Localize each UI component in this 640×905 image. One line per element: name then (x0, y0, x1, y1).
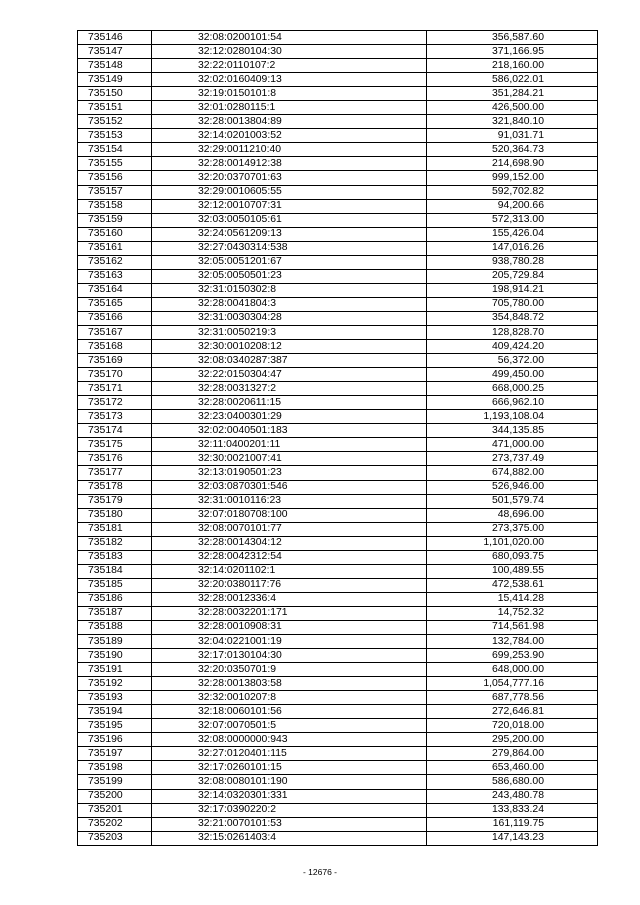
record-id-cell: 735197 (78, 747, 152, 761)
table-row (78, 494, 598, 508)
amount-cell: 218,160.00 (427, 59, 598, 73)
table-row (78, 663, 598, 677)
amount-cell: 409,424.20 (427, 340, 598, 354)
record-id-cell: 735174 (78, 424, 152, 438)
table-row (78, 269, 598, 283)
record-id-cell: 735199 (78, 775, 152, 789)
amount-cell: 586,680.00 (427, 775, 598, 789)
amount-cell: 14,752.32 (427, 606, 598, 620)
table-row (78, 480, 598, 494)
table-row (78, 311, 598, 325)
amount-cell: 273,375.00 (427, 522, 598, 536)
record-id-cell: 735178 (78, 480, 152, 494)
cadastral-number-cell: 32:30:0021007:41 (152, 452, 427, 466)
amount-cell: 132,784.00 (427, 635, 598, 649)
table-row (78, 536, 598, 550)
amount-cell: 938,780.28 (427, 255, 598, 269)
table-row (78, 171, 598, 185)
amount-cell: 56,372.00 (427, 354, 598, 368)
amount-cell: 205,729.84 (427, 269, 598, 283)
cadastral-number-cell: 32:07:0180708:100 (152, 508, 427, 522)
cadastral-number-cell: 32:22:0150304:47 (152, 368, 427, 382)
amount-cell: 666,962.10 (427, 396, 598, 410)
table-row (78, 705, 598, 719)
table-row (78, 283, 598, 297)
table-row (78, 592, 598, 606)
cadastral-number-cell: 32:28:0014912:38 (152, 157, 427, 171)
cadastral-number-cell: 32:14:0201003:52 (152, 129, 427, 143)
amount-cell: 214,698.90 (427, 157, 598, 171)
amount-cell: 147,143.23 (427, 831, 598, 845)
amount-cell: 714,561.98 (427, 620, 598, 634)
table-row (78, 241, 598, 255)
record-id-cell: 735169 (78, 354, 152, 368)
amount-cell: 668,000.25 (427, 382, 598, 396)
cadastral-number-cell: 32:03:0050105:61 (152, 213, 427, 227)
record-id-cell: 735181 (78, 522, 152, 536)
amount-cell: 133,833.24 (427, 803, 598, 817)
cadastral-number-cell: 32:21:0070101:53 (152, 817, 427, 831)
cadastral-number-cell: 32:08:0340287:387 (152, 354, 427, 368)
record-id-cell: 735149 (78, 73, 152, 87)
cadastral-number-cell: 32:02:0040501:183 (152, 424, 427, 438)
cadastral-number-cell: 32:28:0014304:12 (152, 536, 427, 550)
cadastral-number-cell: 32:13:0190501:23 (152, 466, 427, 480)
amount-cell: 354,848.72 (427, 311, 598, 325)
table-row (78, 45, 598, 59)
amount-cell: 91,031.71 (427, 129, 598, 143)
record-id-cell: 735201 (78, 803, 152, 817)
cadastral-number-cell: 32:28:0010908:31 (152, 620, 427, 634)
amount-cell: 128,828.70 (427, 325, 598, 339)
record-id-cell: 735168 (78, 340, 152, 354)
table-row (78, 550, 598, 564)
cadastral-number-cell: 32:31:0010116:23 (152, 494, 427, 508)
record-id-cell: 735203 (78, 831, 152, 845)
table-row (78, 382, 598, 396)
record-id-cell: 735167 (78, 325, 152, 339)
cadastral-number-cell: 32:02:0160409:13 (152, 73, 427, 87)
records-table (77, 30, 598, 846)
table-row (78, 227, 598, 241)
amount-cell: 94,200.66 (427, 199, 598, 213)
amount-cell: 648,000.00 (427, 663, 598, 677)
amount-cell: 687,778.56 (427, 691, 598, 705)
table-row (78, 620, 598, 634)
amount-cell: 472,538.61 (427, 578, 598, 592)
cadastral-number-cell: 32:29:0010605:55 (152, 185, 427, 199)
table-row (78, 115, 598, 129)
cadastral-number-cell: 32:05:0051201:67 (152, 255, 427, 269)
table-row (78, 213, 598, 227)
record-id-cell: 735202 (78, 817, 152, 831)
amount-cell: 572,313.00 (427, 213, 598, 227)
record-id-cell: 735195 (78, 719, 152, 733)
record-id-cell: 735150 (78, 87, 152, 101)
table-row (78, 73, 598, 87)
record-id-cell: 735159 (78, 213, 152, 227)
cadastral-number-cell: 32:22:0110107:2 (152, 59, 427, 73)
cadastral-number-cell: 32:23:0400301:29 (152, 410, 427, 424)
table-row (78, 691, 598, 705)
cadastral-number-cell: 32:19:0150101:8 (152, 87, 427, 101)
table-row (78, 157, 598, 171)
cadastral-number-cell: 32:12:0280104:30 (152, 45, 427, 59)
record-id-cell: 735183 (78, 550, 152, 564)
cadastral-number-cell: 32:29:0011210:40 (152, 143, 427, 157)
record-id-cell: 735164 (78, 283, 152, 297)
cadastral-number-cell: 32:11:0400201:11 (152, 438, 427, 452)
amount-cell: 243,480.78 (427, 789, 598, 803)
cadastral-number-cell: 32:17:0390220:2 (152, 803, 427, 817)
cadastral-number-cell: 32:27:0430314:538 (152, 241, 427, 255)
amount-cell: 426,500.00 (427, 101, 598, 115)
table-row (78, 368, 598, 382)
table-row (78, 761, 598, 775)
cadastral-number-cell: 32:07:0070501:5 (152, 719, 427, 733)
record-id-cell: 735176 (78, 452, 152, 466)
amount-cell: 155,426.04 (427, 227, 598, 241)
record-id-cell: 735154 (78, 143, 152, 157)
cadastral-number-cell: 32:28:0031327:2 (152, 382, 427, 396)
cadastral-number-cell: 32:04:0221001:19 (152, 635, 427, 649)
amount-cell: 680,093.75 (427, 550, 598, 564)
table-row (78, 733, 598, 747)
table-row (78, 143, 598, 157)
record-id-cell: 735189 (78, 635, 152, 649)
amount-cell: 344,135.85 (427, 424, 598, 438)
cadastral-number-cell: 32:15:0261403:4 (152, 831, 427, 845)
record-id-cell: 735152 (78, 115, 152, 129)
record-id-cell: 735155 (78, 157, 152, 171)
table-row (78, 649, 598, 663)
record-id-cell: 735191 (78, 663, 152, 677)
amount-cell: 699,253.90 (427, 649, 598, 663)
table-row (78, 354, 598, 368)
amount-cell: 999,152.00 (427, 171, 598, 185)
amount-cell: 198,914.21 (427, 283, 598, 297)
record-id-cell: 735163 (78, 269, 152, 283)
record-id-cell: 735148 (78, 59, 152, 73)
amount-cell: 520,364.73 (427, 143, 598, 157)
table-row (78, 185, 598, 199)
amount-cell: 526,946.00 (427, 480, 598, 494)
cadastral-number-cell: 32:20:0370701:63 (152, 171, 427, 185)
record-id-cell: 735147 (78, 45, 152, 59)
record-id-cell: 735193 (78, 691, 152, 705)
record-id-cell: 735153 (78, 129, 152, 143)
amount-cell: 592,702.82 (427, 185, 598, 199)
amount-cell: 1,101,020.00 (427, 536, 598, 550)
amount-cell: 705,780.00 (427, 297, 598, 311)
table-row (78, 817, 598, 831)
record-id-cell: 735170 (78, 368, 152, 382)
records-table-body (78, 31, 598, 846)
amount-cell: 15,414.28 (427, 592, 598, 606)
table-row (78, 396, 598, 410)
table-row (78, 831, 598, 845)
record-id-cell: 735177 (78, 466, 152, 480)
cadastral-number-cell: 32:08:0070101:77 (152, 522, 427, 536)
amount-cell: 272,646.81 (427, 705, 598, 719)
record-id-cell: 735184 (78, 564, 152, 578)
table-row (78, 59, 598, 73)
table-row (78, 87, 598, 101)
record-id-cell: 735161 (78, 241, 152, 255)
amount-cell: 321,840.10 (427, 115, 598, 129)
amount-cell: 100,489.55 (427, 564, 598, 578)
amount-cell: 674,882.00 (427, 466, 598, 480)
cadastral-number-cell: 32:28:0012336:4 (152, 592, 427, 606)
amount-cell: 48,696.00 (427, 508, 598, 522)
record-id-cell: 735182 (78, 536, 152, 550)
amount-cell: 351,284.21 (427, 87, 598, 101)
cadastral-number-cell: 32:31:0030304:28 (152, 311, 427, 325)
record-id-cell: 735158 (78, 199, 152, 213)
amount-cell: 499,450.00 (427, 368, 598, 382)
record-id-cell: 735185 (78, 578, 152, 592)
record-id-cell: 735175 (78, 438, 152, 452)
cadastral-number-cell: 32:01:0280115:1 (152, 101, 427, 115)
table-row (78, 466, 598, 480)
table-row (78, 199, 598, 213)
cadastral-number-cell: 32:28:0013803:58 (152, 677, 427, 691)
table-row (78, 578, 598, 592)
record-id-cell: 735188 (78, 620, 152, 634)
record-id-cell: 735171 (78, 382, 152, 396)
record-id-cell: 735186 (78, 592, 152, 606)
cadastral-number-cell: 32:17:0130104:30 (152, 649, 427, 663)
table-row (78, 775, 598, 789)
cadastral-number-cell: 32:28:0032201:171 (152, 606, 427, 620)
cadastral-number-cell: 32:31:0050219:3 (152, 325, 427, 339)
cadastral-number-cell: 32:08:0000000:943 (152, 733, 427, 747)
record-id-cell: 735165 (78, 297, 152, 311)
table-row (78, 719, 598, 733)
cadastral-number-cell: 32:30:0010208:12 (152, 340, 427, 354)
record-id-cell: 735146 (78, 31, 152, 45)
record-id-cell: 735200 (78, 789, 152, 803)
cadastral-number-cell: 32:20:0350701:9 (152, 663, 427, 677)
record-id-cell: 735166 (78, 311, 152, 325)
record-id-cell: 735194 (78, 705, 152, 719)
cadastral-number-cell: 32:31:0150302:8 (152, 283, 427, 297)
cadastral-number-cell: 32:24:0561209:13 (152, 227, 427, 241)
amount-cell: 1,054,777.16 (427, 677, 598, 691)
cadastral-number-cell: 32:27:0120401:115 (152, 747, 427, 761)
cadastral-number-cell: 32:14:0201102:1 (152, 564, 427, 578)
record-id-cell: 735190 (78, 649, 152, 663)
cadastral-number-cell: 32:32:0010207:8 (152, 691, 427, 705)
record-id-cell: 735187 (78, 606, 152, 620)
table-row (78, 325, 598, 339)
cadastral-number-cell: 32:12:0010707:31 (152, 199, 427, 213)
table-row (78, 508, 598, 522)
table-row (78, 564, 598, 578)
record-id-cell: 735196 (78, 733, 152, 747)
table-row (78, 340, 598, 354)
amount-cell: 720,018.00 (427, 719, 598, 733)
record-id-cell: 735160 (78, 227, 152, 241)
table-row (78, 803, 598, 817)
record-id-cell: 735157 (78, 185, 152, 199)
record-id-cell: 735156 (78, 171, 152, 185)
table-row (78, 635, 598, 649)
table-row (78, 452, 598, 466)
record-id-cell: 735179 (78, 494, 152, 508)
cadastral-number-cell: 32:14:0320301:331 (152, 789, 427, 803)
amount-cell: 371,166.95 (427, 45, 598, 59)
record-id-cell: 735151 (78, 101, 152, 115)
amount-cell: 586,022.01 (427, 73, 598, 87)
amount-cell: 653,460.00 (427, 761, 598, 775)
record-id-cell: 735172 (78, 396, 152, 410)
cadastral-number-cell: 32:08:0080101:190 (152, 775, 427, 789)
record-id-cell: 735192 (78, 677, 152, 691)
cadastral-number-cell: 32:03:0870301:546 (152, 480, 427, 494)
amount-cell: 279,864.00 (427, 747, 598, 761)
table-row (78, 297, 598, 311)
table-row (78, 438, 598, 452)
table-row (78, 410, 598, 424)
amount-cell: 147,016.26 (427, 241, 598, 255)
cadastral-number-cell: 32:17:0260101:15 (152, 761, 427, 775)
amount-cell: 501,579.74 (427, 494, 598, 508)
record-id-cell: 735162 (78, 255, 152, 269)
cadastral-number-cell: 32:05:0050501:23 (152, 269, 427, 283)
table-row (78, 255, 598, 269)
cadastral-number-cell: 32:28:0042312:54 (152, 550, 427, 564)
cadastral-number-cell: 32:08:0200101:54 (152, 31, 427, 45)
cadastral-number-cell: 32:18:0060101:56 (152, 705, 427, 719)
cadastral-number-cell: 32:28:0013804:89 (152, 115, 427, 129)
table-row (78, 747, 598, 761)
record-id-cell: 735180 (78, 508, 152, 522)
amount-cell: 161,119.75 (427, 817, 598, 831)
cadastral-number-cell: 32:28:0020611:15 (152, 396, 427, 410)
table-row (78, 789, 598, 803)
table-row (78, 31, 598, 45)
amount-cell: 295,200.00 (427, 733, 598, 747)
table-row (78, 606, 598, 620)
table-row (78, 424, 598, 438)
record-id-cell: 735173 (78, 410, 152, 424)
amount-cell: 471,000.00 (427, 438, 598, 452)
amount-cell: 273,737.49 (427, 452, 598, 466)
cadastral-number-cell: 32:28:0041804:3 (152, 297, 427, 311)
table-row (78, 522, 598, 536)
amount-cell: 356,587.60 (427, 31, 598, 45)
record-id-cell: 735198 (78, 761, 152, 775)
cadastral-number-cell: 32:20:0380117:76 (152, 578, 427, 592)
table-row (78, 677, 598, 691)
amount-cell: 1,193,108.04 (427, 410, 598, 424)
page-number: - 12676 - (302, 867, 338, 877)
table-row (78, 129, 598, 143)
table-row (78, 101, 598, 115)
